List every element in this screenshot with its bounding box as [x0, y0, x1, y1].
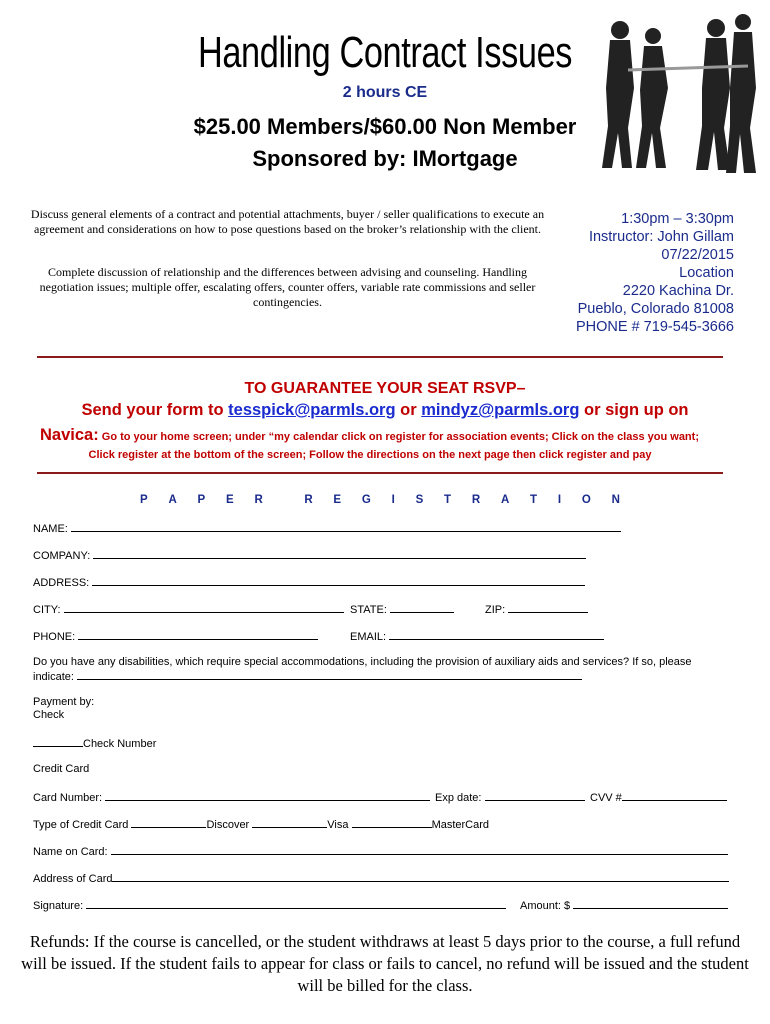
check-number-field[interactable]: [33, 736, 156, 750]
card-number-label: Card Number:: [33, 792, 103, 804]
name-label: NAME:: [33, 523, 68, 535]
cvv-line[interactable]: [622, 790, 727, 801]
page-title: Handling Contract Issues: [197, 28, 573, 77]
card-number-line[interactable]: [105, 790, 430, 801]
navica-instructions: [40, 426, 740, 464]
mastercard-line[interactable]: [352, 817, 432, 828]
address-of-card-field[interactable]: [33, 871, 729, 885]
name-line[interactable]: [71, 521, 621, 532]
payment-by: [33, 696, 94, 722]
visa-label: Visa: [327, 819, 349, 831]
paper-registration-letter: R: [471, 494, 481, 506]
disabilities-question: Do you have any disabilities, which require special accommodations, including the provision of auxiliary aids and services? If so, please: [33, 656, 692, 668]
name-on-card-label: Name on Card:: [33, 846, 108, 858]
state-line[interactable]: [390, 602, 454, 613]
amount-line[interactable]: [573, 898, 728, 909]
card-number-field[interactable]: [33, 790, 430, 804]
discover-line[interactable]: [131, 817, 206, 828]
event-time: 1:30pm – 3:30pm: [621, 211, 734, 227]
email-link-tesspick[interactable]: tesspick@parmls.org: [228, 401, 396, 419]
paper-registration-letter: E: [333, 494, 342, 506]
state-label: STATE:: [350, 604, 387, 616]
mastercard-label: MasterCard: [431, 819, 490, 831]
divider-bottom: [37, 472, 723, 474]
signature-label: Signature:: [33, 900, 84, 912]
check-number-line[interactable]: [33, 736, 83, 747]
zip-field[interactable]: [485, 602, 588, 616]
check-number-label: Check Number: [83, 738, 157, 750]
payment-by-label: Payment by:: [33, 696, 95, 708]
card-type-label: Type of Credit Card: [33, 819, 129, 831]
rsvp-send-line: [0, 401, 770, 420]
paper-registration-letter: R: [304, 494, 313, 506]
check-label: Check: [33, 709, 65, 721]
cvv-label: CVV #: [590, 792, 622, 804]
credit-card-label: Credit Card: [33, 763, 90, 775]
paper-registration-letter: A: [168, 494, 177, 506]
indicate-label: indicate:: [33, 671, 74, 683]
send-or: or: [395, 401, 422, 419]
address-of-card-label: Address of Card: [33, 873, 113, 885]
signature-line[interactable]: [86, 898, 506, 909]
paper-registration-letter: I: [391, 494, 395, 506]
address-line[interactable]: [92, 575, 585, 586]
exp-date-field[interactable]: [435, 790, 585, 804]
city-label: CITY:: [33, 604, 61, 616]
email-link-mindyz[interactable]: mindyz@parmls.org: [421, 401, 580, 419]
email-label: EMAIL:: [350, 631, 387, 643]
indicate-line[interactable]: [77, 669, 582, 680]
tug-of-war-people-icon: [598, 8, 758, 178]
paper-registration-letter: T: [444, 494, 452, 506]
zip-line[interactable]: [508, 602, 588, 613]
email-line[interactable]: [389, 629, 604, 640]
event-location-label: Location: [679, 265, 734, 281]
amount-label: Amount: $: [520, 900, 571, 912]
event-city: Pueblo, Colorado 81008: [577, 301, 734, 317]
event-street: 2220 Kachina Dr.: [622, 283, 734, 299]
address-field[interactable]: [33, 575, 585, 589]
navica-instruction-2: Click register at the bottom of the screen; Follow the directions on the next page then click register and pay: [88, 449, 652, 461]
ce-hours: 2 hours CE: [342, 84, 428, 101]
rsvp-heading: TO GUARANTEE YOUR SEAT RSVP–: [244, 380, 526, 397]
phone-line[interactable]: [78, 629, 318, 640]
event-phone: PHONE # 719-545-3666: [576, 319, 734, 335]
paper-registration-letter: O: [581, 494, 591, 506]
discover-label: Discover: [206, 819, 250, 831]
company-label: COMPANY:: [33, 550, 91, 562]
price-line: $25.00 Members/$60.00 Non Member: [193, 114, 577, 139]
company-field[interactable]: [33, 548, 586, 562]
sponsor-line: Sponsored by: IMortgage: [252, 146, 518, 171]
paper-registration-letter: P: [197, 494, 206, 506]
company-line[interactable]: [93, 548, 586, 559]
phone-field[interactable]: [33, 629, 318, 643]
event-info: [504, 210, 734, 336]
send-prefix: Send your form to: [81, 401, 229, 419]
paper-registration-letter: N: [611, 494, 620, 506]
signature-field[interactable]: [33, 898, 506, 912]
phone-label: PHONE:: [33, 631, 76, 643]
navica-label: Navica:: [40, 426, 99, 444]
city-field[interactable]: [33, 602, 344, 616]
email-field[interactable]: [350, 629, 604, 643]
paper-registration-letter: R: [254, 494, 263, 506]
description-paragraph-1: Discuss general elements of a contract and potential attachments, buyer / seller qualifications to execute an agreement and considerations on how to pose questions based on the broker’s relationship with the client.: [30, 207, 545, 236]
zip-label: ZIP:: [485, 604, 506, 616]
amount-field[interactable]: [520, 898, 728, 912]
disabilities-field[interactable]: [33, 656, 733, 684]
event-instructor: Instructor: John Gillam: [588, 229, 734, 245]
send-suffix: or sign up on: [579, 401, 689, 419]
city-line[interactable]: [64, 602, 344, 613]
paper-registration-letter: T: [530, 494, 538, 506]
paper-registration-heading: [140, 494, 620, 506]
navica-instruction-1: Go to your home screen; under “my calendar click on register for association events; Click on the class you want;: [98, 431, 699, 443]
state-field[interactable]: [350, 602, 454, 616]
paper-registration-letter: P: [140, 494, 148, 506]
paper-registration-letter: I: [557, 494, 562, 506]
card-type-field[interactable]: [33, 817, 489, 831]
refund-policy: Refunds: If the course is cancelled, or the student withdraws at least 5 days prior to the course, a full refund will be issued. If the student fails to appear for class or fails to cancel, no refund will be issued and the student will be billed for the class.: [21, 932, 749, 995]
name-field[interactable]: [33, 521, 621, 535]
event-date: 07/22/2015: [661, 247, 734, 263]
paper-registration-letter: G: [361, 494, 371, 506]
paper-registration-letter: E: [226, 494, 234, 506]
visa-line[interactable]: [252, 817, 327, 828]
name-on-card-line[interactable]: [111, 844, 728, 855]
cvv-field[interactable]: [590, 790, 727, 804]
address-label: ADDRESS:: [33, 577, 90, 589]
paper-registration-letter: S: [415, 494, 424, 506]
address-of-card-line[interactable]: [112, 871, 729, 882]
exp-date-label: Exp date:: [435, 792, 482, 804]
divider-top: [37, 356, 723, 358]
description-paragraph-2: Complete discussion of relationship and the differences between advising and counseling. Handling negotiation issues; multiple offer, escalating offers, counter offers, variable rate commissions and seller contingencies.: [39, 265, 536, 309]
paper-registration-letter: A: [500, 494, 510, 506]
name-on-card-field[interactable]: [33, 844, 728, 858]
exp-date-line[interactable]: [485, 790, 585, 801]
